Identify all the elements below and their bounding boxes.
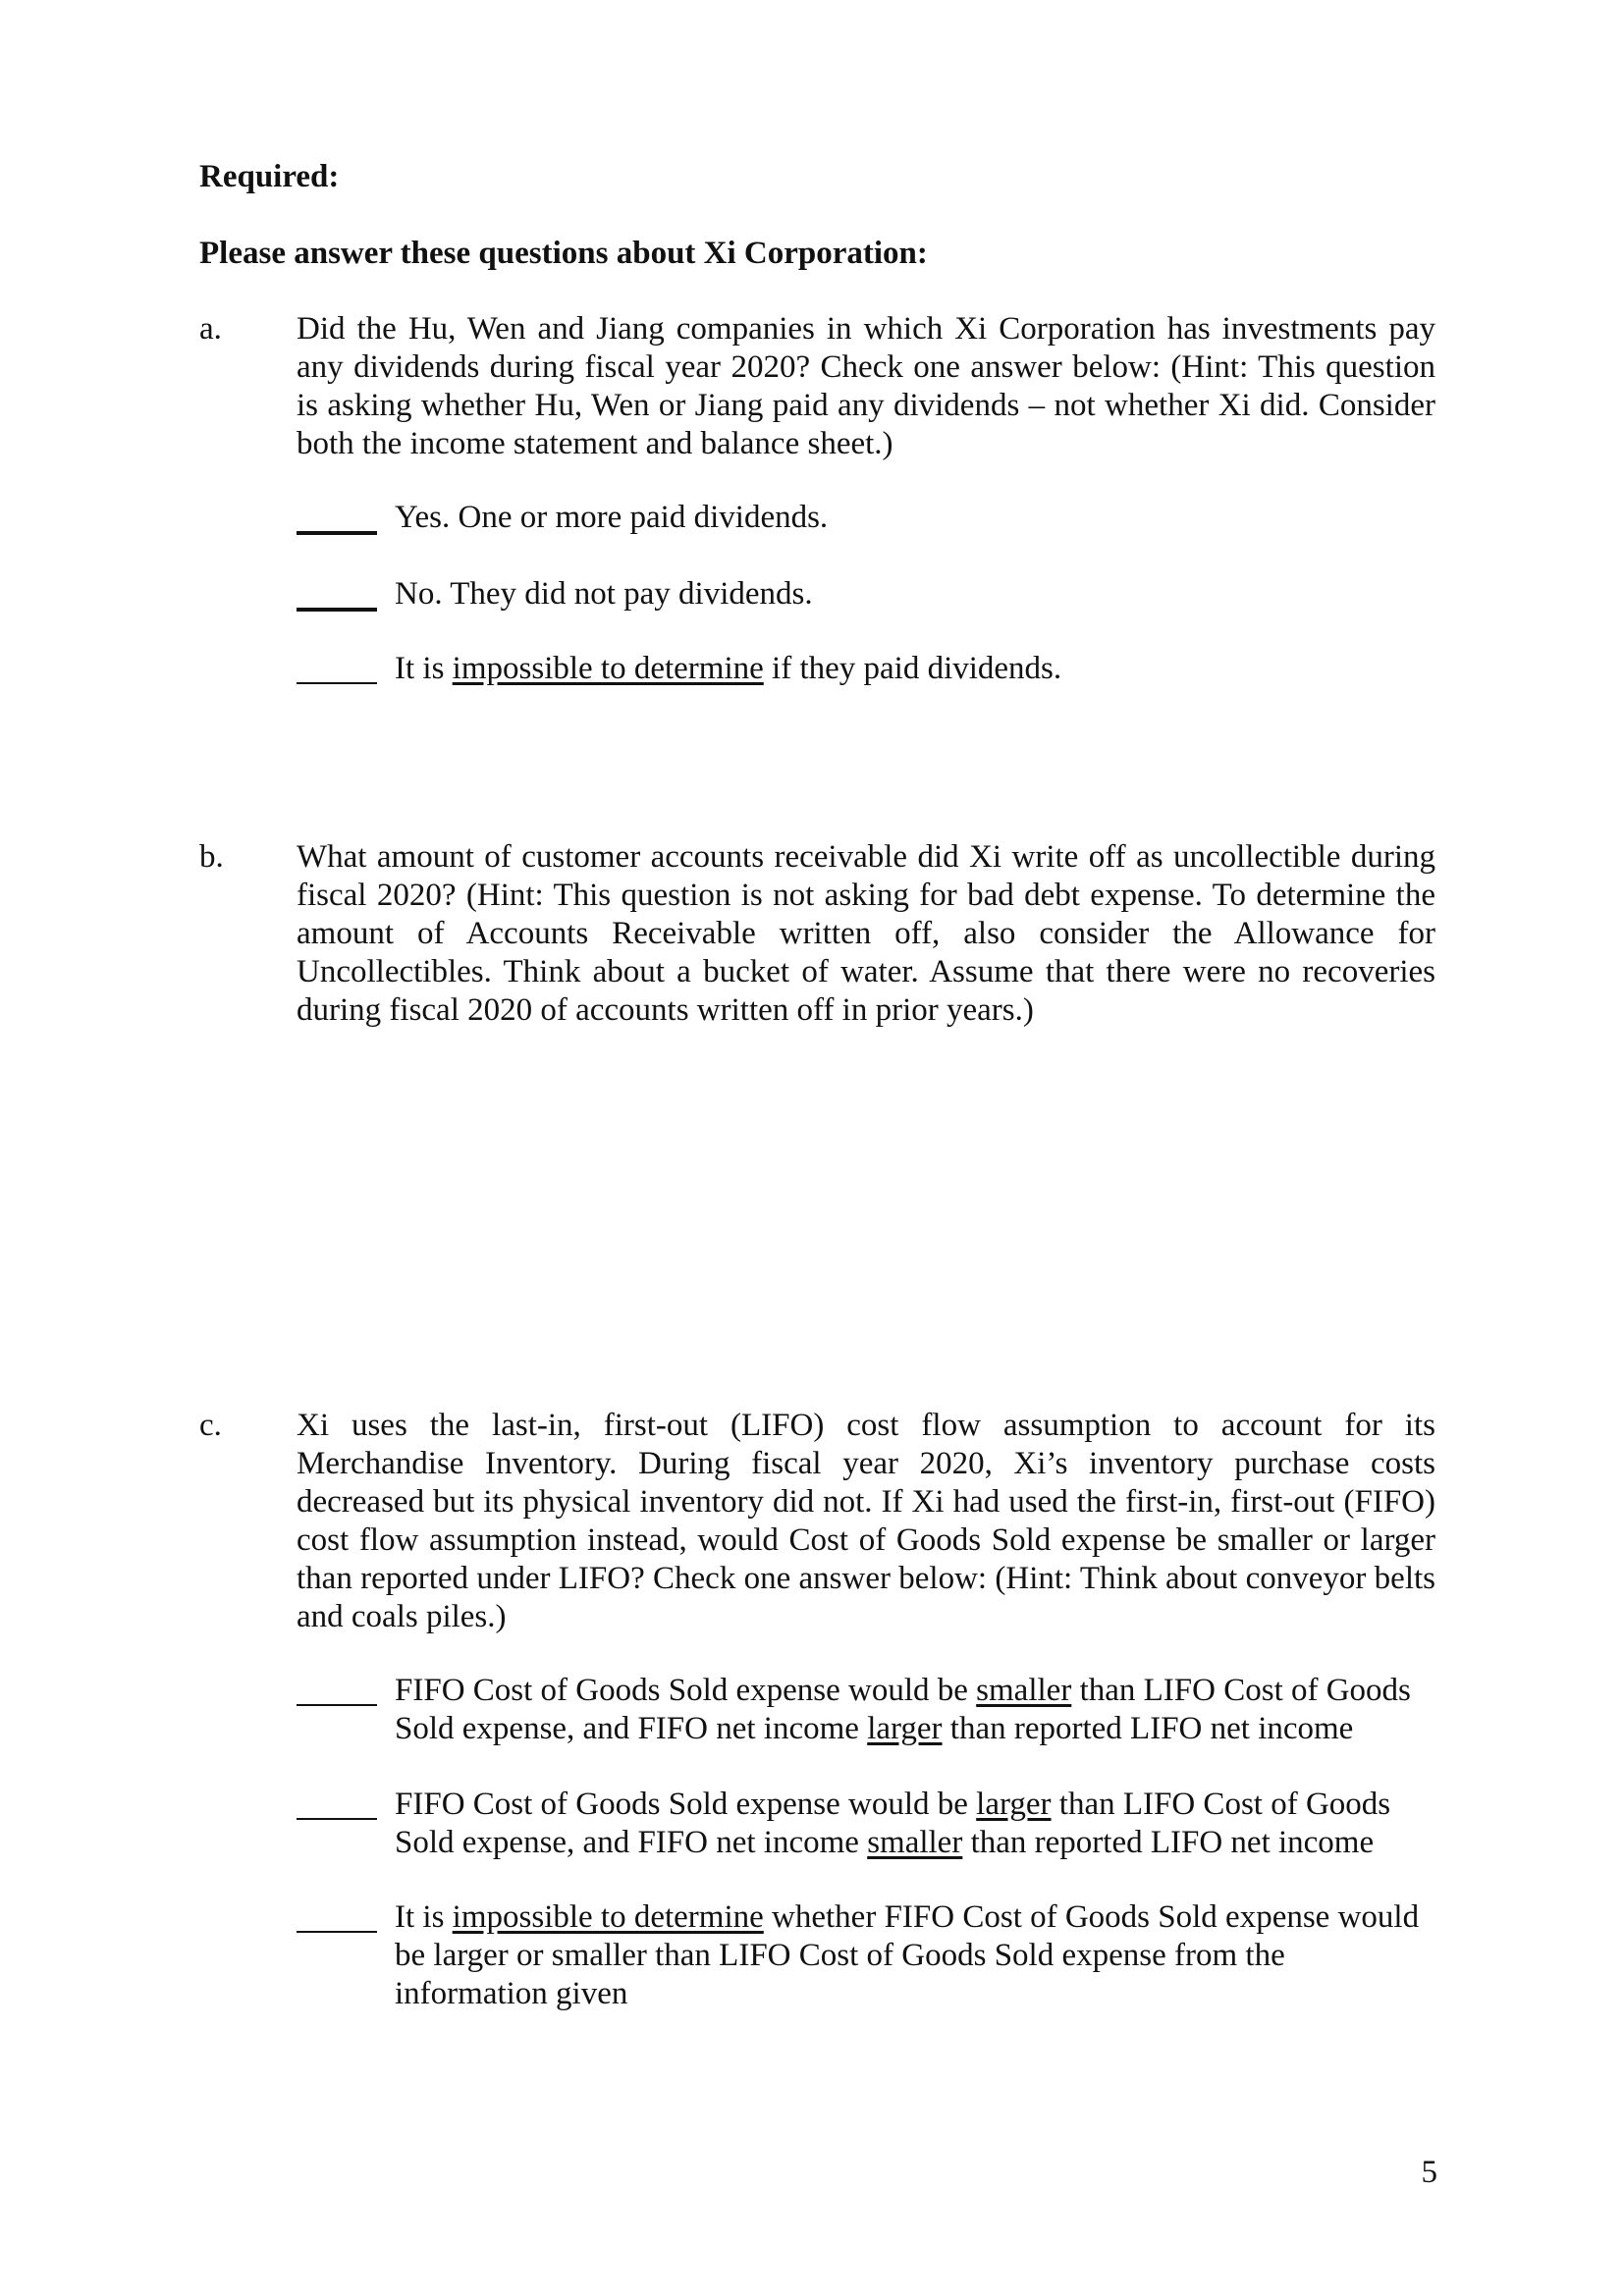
- required-heading: Required:: [199, 159, 340, 194]
- answer-blank[interactable]: [297, 575, 377, 612]
- question-b-text: What amount of customer accounts receivable did Xi write off as uncollectible during fiscal 2020? (Hint: This question is not asking for bad debt expense. To determine the amount of Accounts Receivable written off, also consider the Allowance for Uncollectibles. Think about a bucket of water. Assume that there were no recoveries during fiscal 2020 of accounts written off in prior years.): [297, 839, 1435, 1028]
- option-label: It is impossible to determine if they paid dividends.: [395, 651, 1062, 686]
- instructions-heading: Please answer these questions about Xi Corporation:: [199, 236, 928, 271]
- question-a-text: Did the Hu, Wen and Jiang companies in which Xi Corporation has investments pay any dividends during fiscal year 2020? Check one answer below: (Hint: This question is asking whether Hu, Wen or Jiang paid any dividends – not whether Xi did. Consider both the income statement and balance sheet.): [297, 311, 1435, 461]
- option-label: It is impossible to determine whether FIFO Cost of Goods Sold expense would be larger or smaller than LIFO Cost of Goods Sold expense from the information given: [395, 1899, 1420, 2011]
- question-a-label: a.: [199, 311, 222, 347]
- option-label: No. They did not pay dividends.: [395, 576, 813, 612]
- answer-blank[interactable]: [297, 1672, 377, 1706]
- question-c-label: c.: [199, 1408, 222, 1443]
- option-label: Yes. One or more paid dividends.: [395, 500, 829, 535]
- answer-blank[interactable]: [297, 499, 377, 535]
- question-c-text: Xi uses the last-in, first-out (LIFO) cost flow assumption to account for its Merchandise Inventory. During fiscal year 2020, Xi’s inventory purchase costs decreased but its physical inventory did not. If Xi had used the first-in, first-out (FIFO) cost flow assumption instead, would Cost of Goods Sold expense be smaller or larger than reported under LIFO? Check one answer below: (Hint: Think about conveyor belts and coals piles.): [297, 1408, 1435, 1634]
- question-b-label: b.: [199, 839, 224, 875]
- answer-blank[interactable]: [297, 1898, 377, 1933]
- answer-blank[interactable]: [297, 1786, 377, 1820]
- answer-blank[interactable]: [297, 650, 377, 684]
- option-label: FIFO Cost of Goods Sold expense would be smaller than LIFO Cost of Goods Sold expense, and FIFO net income larger than reported LIFO net income: [395, 1673, 1411, 1746]
- option-label: FIFO Cost of Goods Sold expense would be larger than LIFO Cost of Goods Sold expense, and FIFO net income smaller than reported LIFO net income: [395, 1787, 1391, 1860]
- page-number: 5: [1421, 2155, 1437, 2190]
